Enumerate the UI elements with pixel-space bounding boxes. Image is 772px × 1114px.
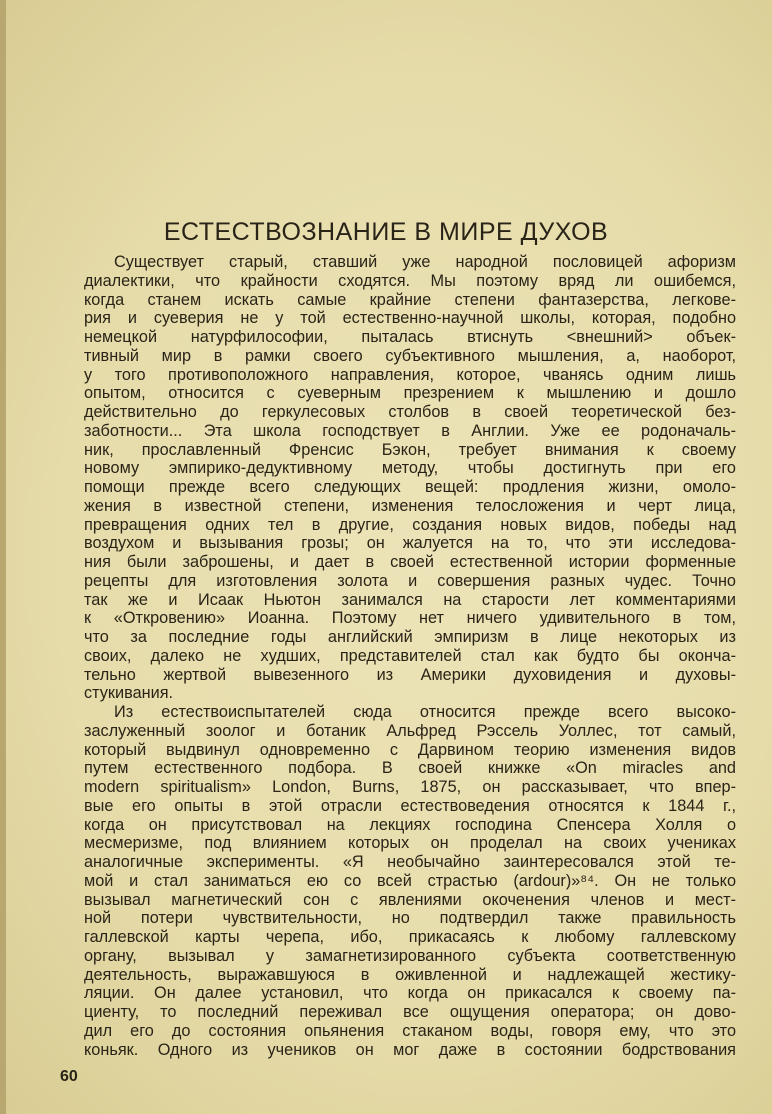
text-line: так же и Исаак Ньютон занимался на старости лет комментариями bbox=[84, 590, 736, 609]
text-line: путем естественного подбора. В своей книжке «On miracles and bbox=[84, 759, 736, 778]
text-line: диалектики, что крайности сходятся. Мы поэтому вряд ли ошибемся, bbox=[84, 271, 736, 290]
text-line: Из естествоиспытателей сюда относится прежде всего высоко- bbox=[114, 703, 736, 721]
text-line: заслуженный зоолог и ботаник Альфред Рэссель Уоллес, тот самый, bbox=[84, 721, 736, 740]
text-line: заботности... Эта школа господствует в Англии. Уже ее родоначаль- bbox=[84, 421, 736, 440]
text-line: рецепты для изготовления золота и совершения разных чудес. Точно bbox=[84, 571, 736, 590]
text-line: аналогичные эксперименты. «Я необычайно заинтересовался этой те- bbox=[84, 853, 736, 871]
text-line: когда он присутствовал на лекциях господина Спенсера Холля о bbox=[84, 815, 736, 834]
text-line: modern spiritualism» London, Burns, 1875, он рассказывает, что впер- bbox=[84, 778, 736, 796]
page-edge bbox=[0, 0, 6, 1114]
text-line: органу, вызывал у замагнетизированного субъекта соответственную bbox=[84, 946, 736, 965]
text-line: ной потери чувствительности, но подтвердил также правильность bbox=[84, 909, 736, 928]
text-line: дил его до состояния опьянения стаканом воды, говоря ему, что это bbox=[84, 1021, 736, 1040]
text-line: превращения одних тел в другие, создания новых видов, победы над bbox=[84, 515, 736, 534]
text-line: тельно жертвой вывезенного из Америки духовидения и духовы- bbox=[84, 665, 736, 684]
page-number: 60 bbox=[60, 1068, 78, 1085]
text-line: немецкой натурфилософии, пыталась втиснуть <внешний> объек- bbox=[84, 328, 736, 346]
text-line: вызывал магнетический сон с явлениями окоченения членов и мест- bbox=[84, 890, 736, 909]
text-line: вые его опыты в этой отрасли естествоведения относятся к 1844 г., bbox=[84, 796, 736, 815]
text-line: ния были заброшены, и дает в своей естественной истории форменные bbox=[84, 553, 736, 571]
text-line: действительно до геркулесовых столбов в своей теоретической без- bbox=[84, 403, 736, 421]
chapter-title: ЕСТЕСТВОЗНАНИЕ В МИРЕ ДУХОВ bbox=[163, 218, 609, 246]
text-line: Существует старый, ставший уже народной пословицей афоризм bbox=[114, 253, 736, 271]
text-line: ляции. Он далее установил, что когда он прикасался к своему па- bbox=[84, 984, 736, 1003]
text-line: циенту, то последний переживал все ощущения оператора; он дово- bbox=[84, 1003, 736, 1021]
text-line: жения в известной степени, изменения телосложения и черт лица, bbox=[84, 496, 736, 515]
text-line: коньяк. Одного из учеников он мог даже в состоянии бодрствования bbox=[84, 1040, 736, 1059]
text-line: помощи прежде всего следующих вещей: продления жизни, омоло- bbox=[84, 478, 736, 496]
text-line: опытом, относится с суеверным презрением к мышлению и дошло bbox=[84, 384, 736, 403]
text-line: новому эмпирико-дедуктивному методу, чтобы достигнуть при его bbox=[84, 459, 736, 478]
text-line: своих, далеко не худших, представителей стал как будто бы оконча- bbox=[84, 646, 736, 665]
text-line: воздухом и вызывания грозы; он жалуется на то, что эти исследова- bbox=[84, 534, 736, 553]
text-line: который выдвинул одновременно с Дарвином теорию изменения видов bbox=[84, 740, 736, 759]
text-line: что за последние годы английский эмпиризм в лице некоторых из bbox=[84, 628, 736, 646]
text-line: галлевской карты черепа, ибо, прикасаясь к любому галлевскому bbox=[84, 928, 736, 946]
text-line: к «Откровению» Иоанна. Поэтому нет ничего удивительного в том, bbox=[84, 609, 736, 628]
text-line: мой и стал заниматься ею со всей страстью (ardour)»⁸⁴. Он не только bbox=[84, 871, 736, 890]
text-line: когда станем искать самые крайние степени фантазерства, легкове- bbox=[84, 290, 736, 309]
text-line: стукивания. bbox=[84, 684, 174, 703]
body-text bbox=[84, 253, 736, 1059]
text-line: рия и суеверия не у той естественно-научной школы, которая, подобно bbox=[84, 309, 736, 328]
text-line: тивный мир в рамки своего субъективного мышления, а, наоборот, bbox=[84, 346, 736, 365]
text-line: деятельность, выражавшуюся в оживленной и надлежащей жестику- bbox=[84, 965, 736, 984]
text-line: месмеризме, под влиянием которых он проделал на своих учениках bbox=[84, 834, 736, 853]
text-line: ник, прославленный Френсис Бэкон, требует внимания к своему bbox=[84, 440, 736, 459]
text-line: у того противоположного направления, которое, чванясь одним лишь bbox=[84, 365, 736, 384]
